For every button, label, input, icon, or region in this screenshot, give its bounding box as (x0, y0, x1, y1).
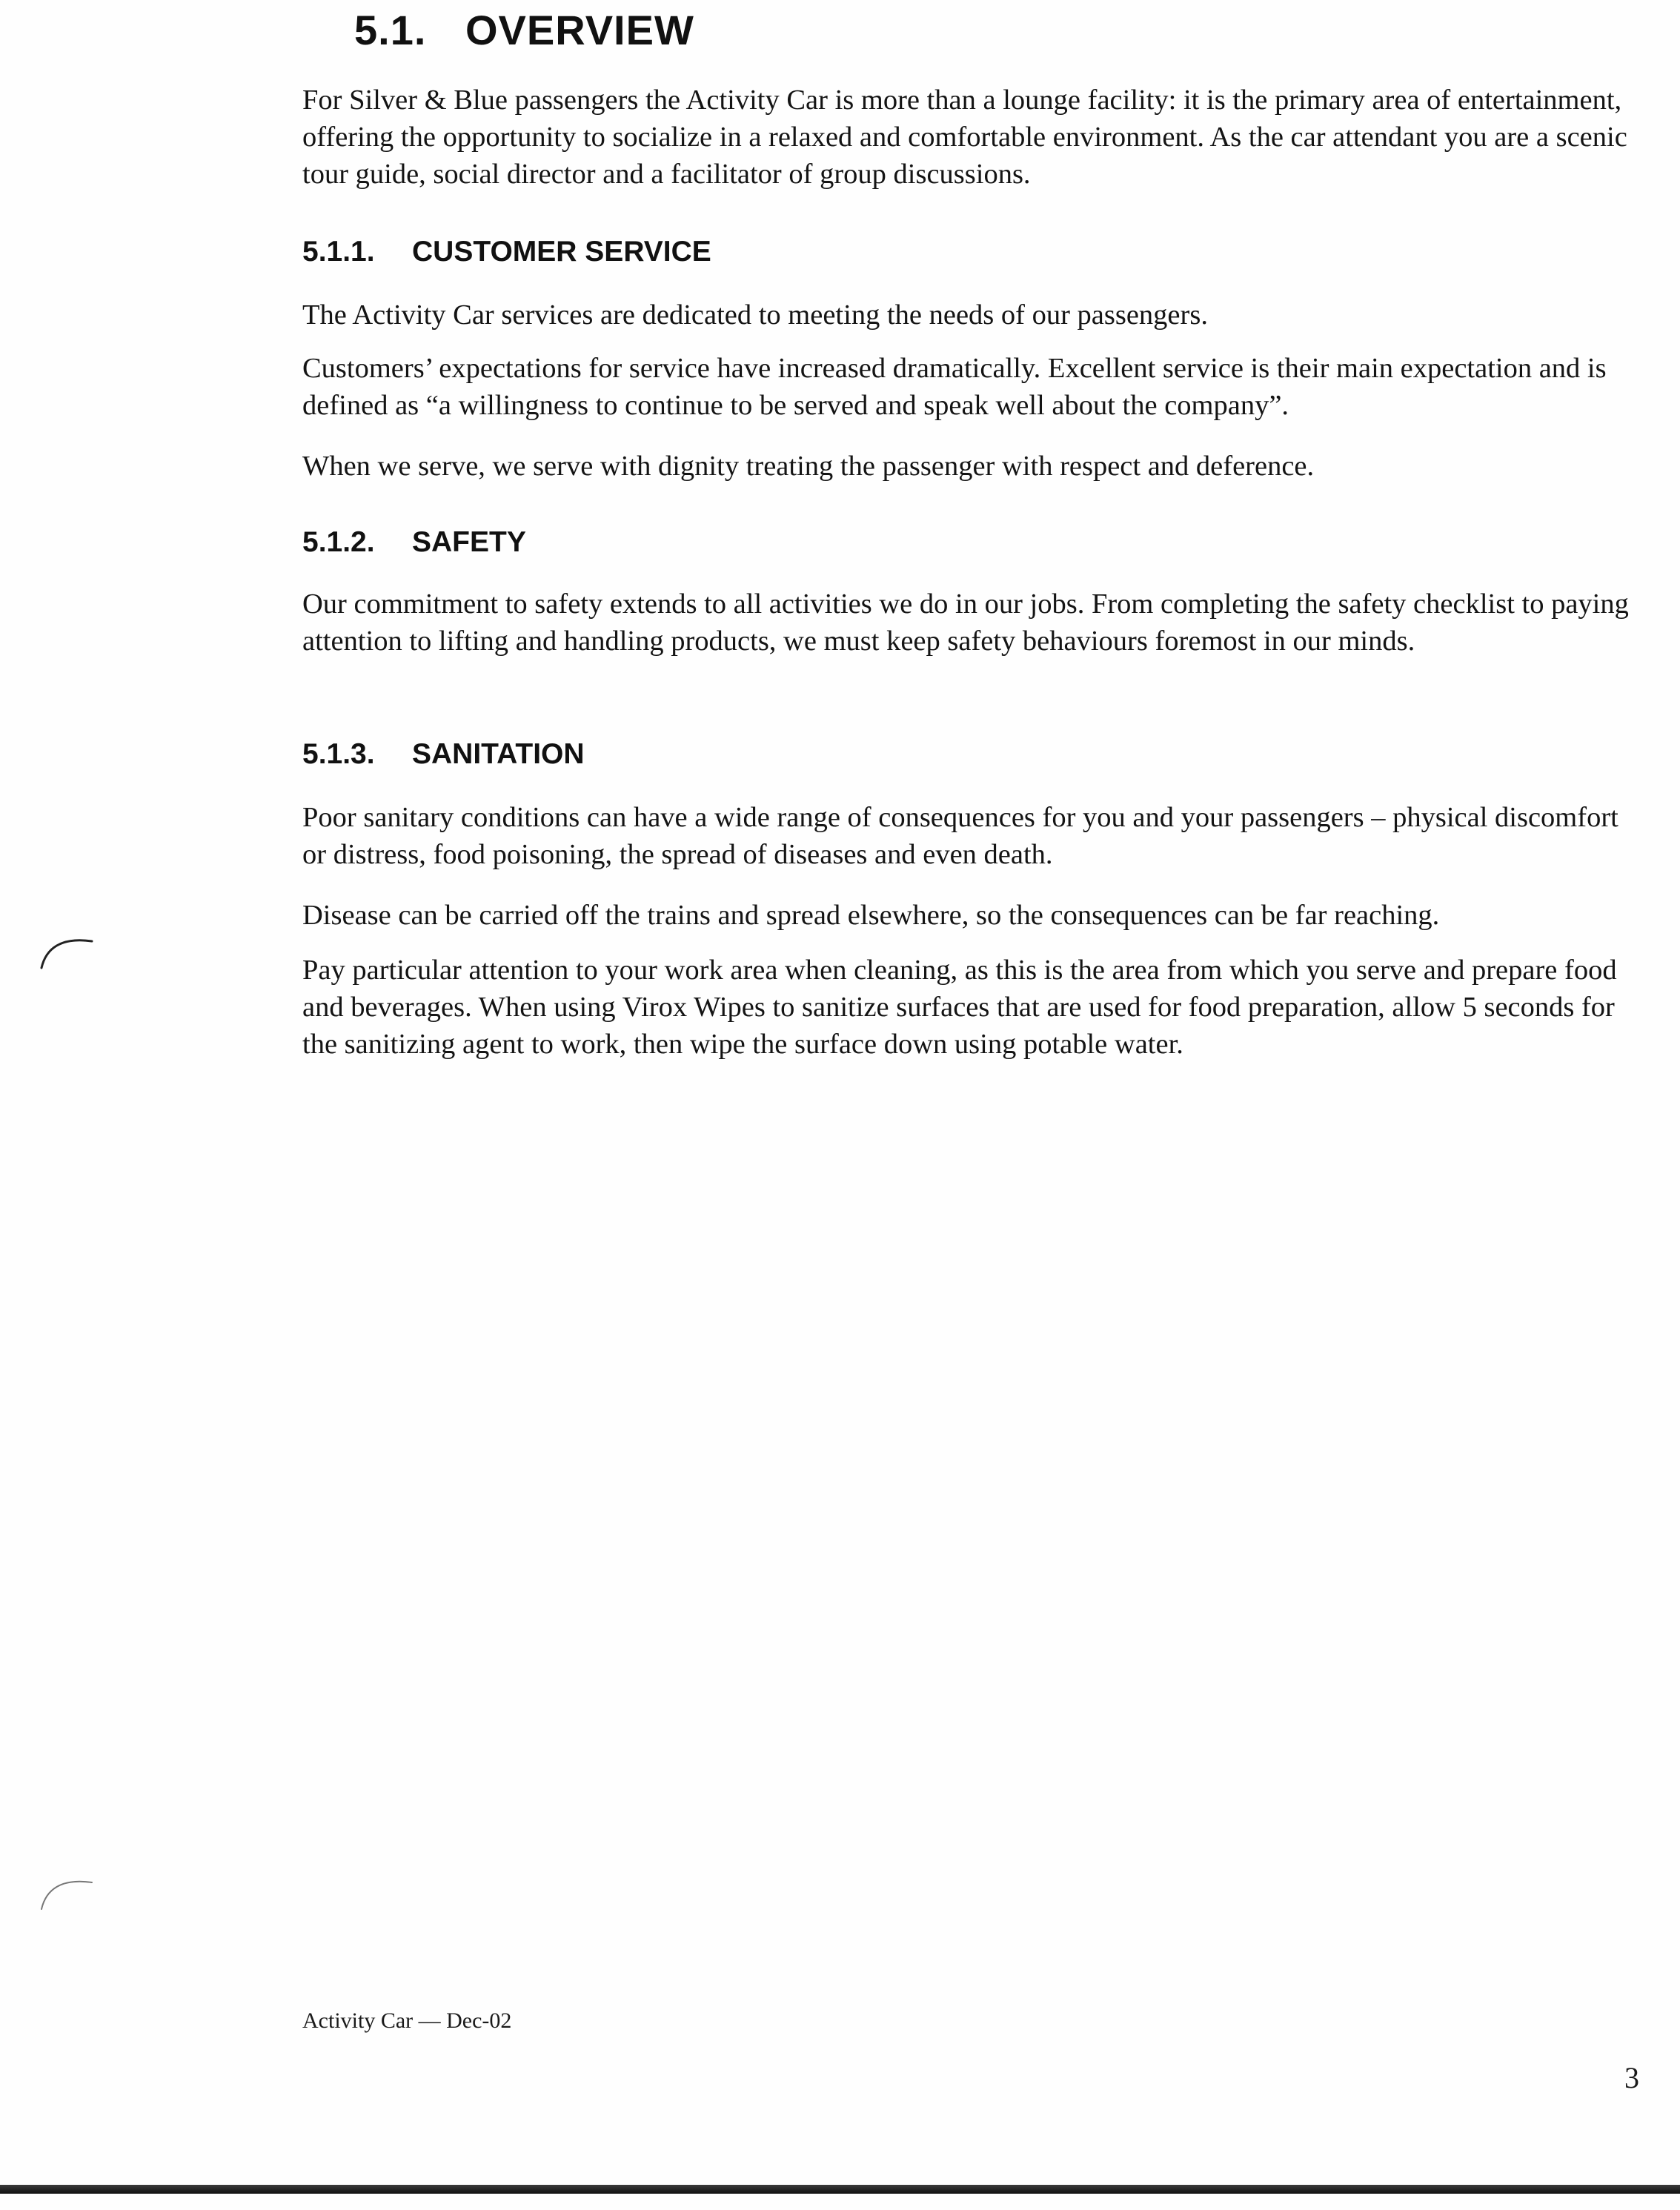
subsection-heading-customer-service (302, 236, 711, 268)
customer-service-paragraph-2: Customers’ expectations for service have increased dramatically. Excellent service is their main expectation and is defined as “a willingness to continue to be served and speak well about the company”. (302, 353, 1607, 421)
section-number: 5.1. (354, 7, 427, 53)
subsection-title: CUSTOMER SERVICE (412, 236, 711, 268)
subsection-number: 5.1.2. (302, 526, 375, 558)
safety-paragraph-1: Our commitment to safety extends to all activities we do in our jobs. From completing the safety checklist to paying attention to lifting and handling products, we must keep safety behaviours foremost in our minds. (302, 588, 1629, 657)
section-heading (354, 6, 694, 54)
subsection-heading-sanitation (302, 738, 585, 771)
hole-punch-mark-icon (39, 1868, 95, 1912)
customer-service-paragraph-3: When we serve, we serve with dignity treating the passenger with respect and deference. (302, 451, 1315, 482)
sanitation-paragraph-2: Disease can be carried off the trains and spread elsewhere, so the consequences can be far reaching. (302, 900, 1440, 931)
subsection-number: 5.1.1. (302, 236, 375, 268)
hole-punch-mark-icon (39, 926, 95, 971)
page-bottom-edge (0, 2185, 1680, 2194)
section-title: OVERVIEW (465, 7, 694, 53)
subsection-number: 5.1.3. (302, 738, 375, 770)
sanitation-paragraph-3: Pay particular attention to your work area when cleaning, as this is the area from which you serve and prepare food and beverages. When using Virox Wipes to sanitize surfaces that are used for food preparation, allow 5 seconds for the sanitizing agent to work, then wipe the surface down using potable water. (302, 955, 1617, 1060)
sanitation-paragraph-1: Poor sanitary conditions can have a wide range of consequences for you and your passengers – physical discomfort or distress, food poisoning, the spread of diseases and even death. (302, 802, 1618, 870)
subsection-title: SAFETY (412, 526, 526, 558)
page-number: 3 (1624, 2061, 1639, 2094)
intro-paragraph: For Silver & Blue passengers the Activity Car is more than a lounge facility: it is the primary area of entertainment, offering the opportunity to socialize in a relaxed and comfortable environment. As the car attendant you are a scenic tour guide, social director and a facilitator of group discussions. (302, 84, 1627, 190)
subsection-heading-safety (302, 526, 526, 559)
subsection-title: SANITATION (412, 738, 585, 770)
customer-service-paragraph-1: The Activity Car services are dedicated to meeting the needs of our passengers. (302, 299, 1208, 331)
footer-label: Activity Car — Dec-02 (302, 2008, 512, 2033)
